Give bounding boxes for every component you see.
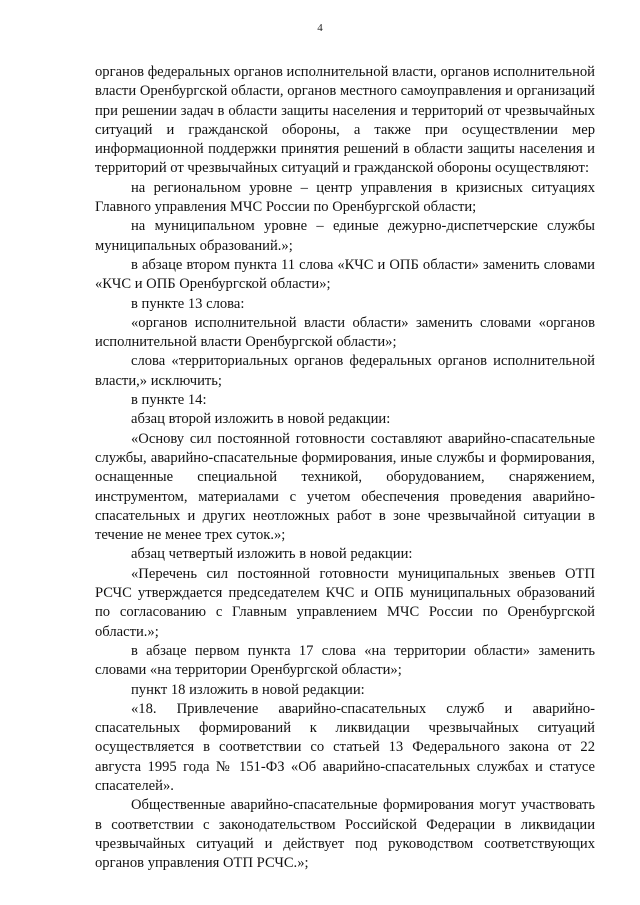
paragraph: пункт 18 изложить в новой редакции: <box>131 681 365 698</box>
paragraph: «Основу сил постоянной готовности составляют аварийно-спасательные службы, аварийно-спасательные формирования, иные службы и формирования, оснащенные специальной техникой, оборудованием, снаряжением, инструментом, материалами с учетом обеспечения проведения аварийно-спасательных и других неотложных работ в зоне чрезвычайной ситуации в течение не менее трех суток.»; <box>95 430 595 544</box>
paragraph: Общественные аварийно-спасательные формирования могут участвовать в соответствии с законодательством Российской Федерации в ликвидации чрезвычайных ситуаций и действует под руководством соответствующих органов управления ОТП РСЧС.»; <box>95 797 595 872</box>
paragraph: в пункте 13 слова: <box>131 295 245 312</box>
paragraph: слова «территориальных органов федеральных органов исполнительной власти,» исключить; <box>95 353 595 389</box>
paragraph: в абзаце втором пункта 11 слова «КЧС и ОПБ области» заменить словами «КЧС и ОПБ Оренбургской области»; <box>95 256 595 293</box>
document-body <box>95 63 595 873</box>
paragraph: в пункте 14: <box>131 392 207 409</box>
paragraph: в абзаце первом пункта 17 слова «на территории области» заменить словами «на территории Оренбургской области»; <box>95 642 595 679</box>
paragraph: «органов исполнительной власти области» заменить словами «органов исполнительной власти Оренбургской области»; <box>95 314 595 351</box>
paragraph: «Перечень сил постоянной готовности муниципальных звеньев ОТП РСЧС утверждается председателем КЧС и ОПБ муниципальных образований по согласованию с Главным управлением МЧС России по Оренбургской области.»; <box>95 565 595 640</box>
paragraph: «18. Привлечение аварийно-спасательных служб и аварийно-спасательных формирований к ликвидации чрезвычайных ситуаций осуществляется в соответствии со статьей 13 Федерального закона от 22 августа 1995 года № 151-ФЗ «Об аварийно-спасательных службах и статусе спасателей». <box>95 700 595 794</box>
page-number: 4 <box>317 22 323 34</box>
paragraph: на региональном уровне – центр управления в кризисных ситуациях Главного управления МЧС России по Оренбургской области; <box>95 179 595 216</box>
paragraph: на муниципальном уровне – единые дежурно-диспетчерские службы муниципальных образований.»; <box>95 218 595 254</box>
paragraph: абзац второй изложить в новой редакции: <box>131 411 391 428</box>
paragraph: абзац четвертый изложить в новой редакции: <box>131 546 413 563</box>
paragraph: органов федеральных органов исполнительной власти, органов исполнительной власти Оренбургской области, органов местного самоуправления и организаций при решении задач в области защиты населения и территорий от чрезвычайных ситуаций и гражданской обороны, а также при осуществлении мер информационной поддержки принятия решений в области защиты населения и территорий от чрезвычайных ситуаций и гражданской обороны осуществляют: <box>95 64 595 177</box>
